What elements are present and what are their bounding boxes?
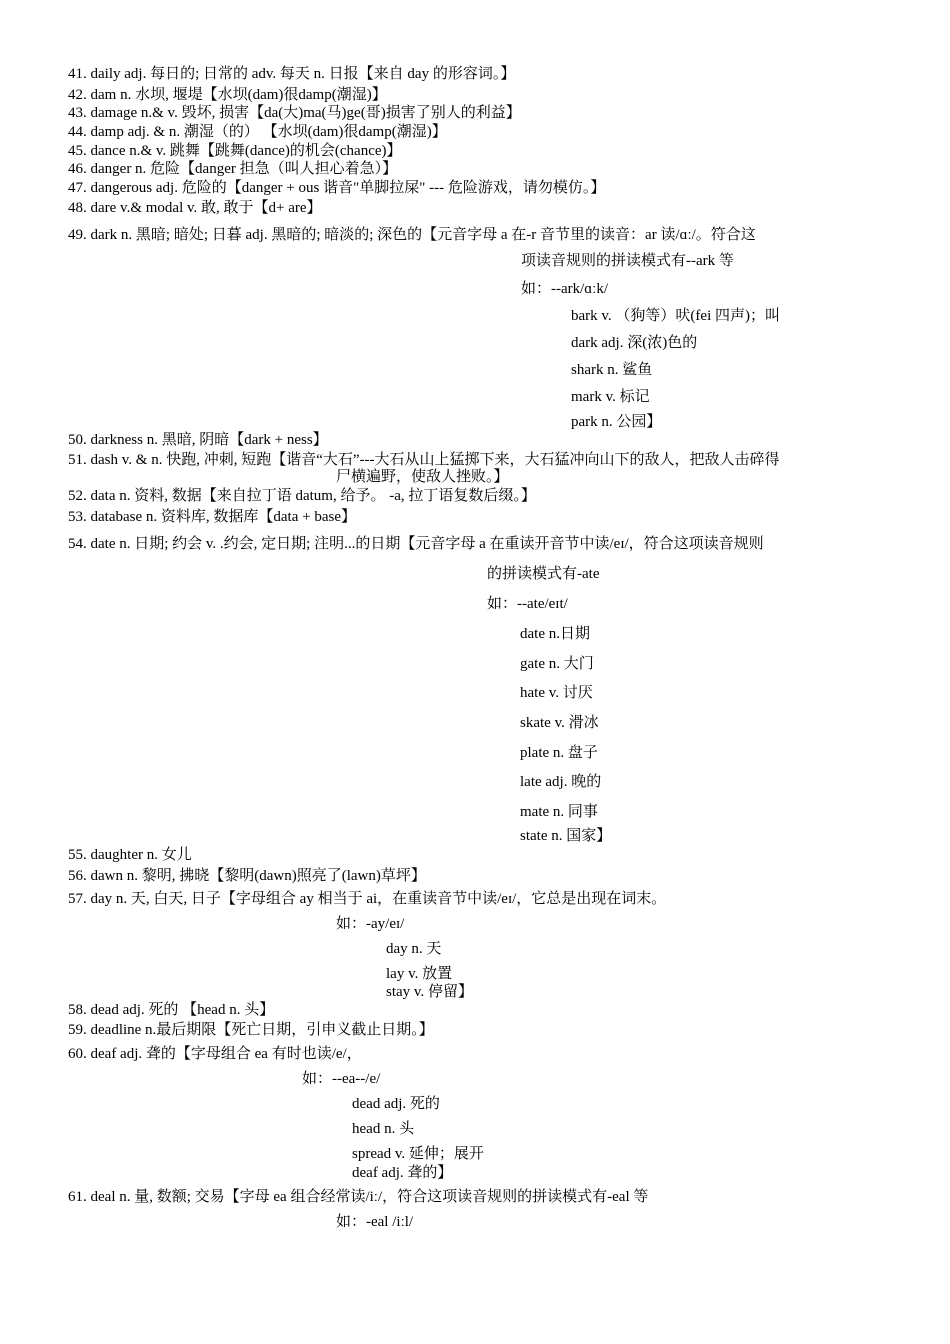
- entry-54-example-word: mate n. 同事: [520, 804, 598, 820]
- entry-51: 51. dash v. & n. 快跑, 冲刺, 短跑【谐音“大石”---大石从山上猛掷下来，大石猛冲向山下的敌人，把敌人击碎得: [68, 452, 780, 468]
- entry-45: 45. dance n.& v. 跳舞【跳舞(dance)的机会(chance)】: [68, 143, 402, 159]
- entry-49: 49. dark n. 黑暗; 暗处; 日暮 adj. 黑暗的; 暗淡的; 深色的【元音字母 a 在-r 音节里的读音：ar 读/ɑː/。符合这: [68, 227, 756, 243]
- entry-48: 48. dare v.& modal v. 敢, 敢于【d+ are】: [68, 200, 322, 216]
- entry-52: 52. data n. 资料, 数据【来自拉丁语 datum, 给予。 -a, 拉丁语复数后缀。】: [68, 488, 536, 504]
- entry-46: 46. danger n. 危险【danger 担急（叫人担心着急）】: [68, 161, 398, 177]
- entry-54-example-label: 如：--ate/eɪt/: [487, 596, 568, 612]
- entry-54-example-word: plate n. 盘子: [520, 745, 598, 761]
- entry-42: 42. dam n. 水坝, 堰堤【水坝(dam)很damp(潮湿)】: [68, 87, 387, 103]
- entry-57: 57. day n. 天, 白天, 日子【字母组合 ay 相当于 ai，在重读音节中读/eɪ/，它总是出现在词末。: [68, 891, 667, 907]
- entry-60-example-word: spread v. 延伸；展开: [352, 1146, 484, 1162]
- entry-57-example-label: 如：-ay/eɪ/: [336, 916, 405, 932]
- entry-60: 60. deaf adj. 聋的【字母组合 ea 有时也读/e/，: [68, 1046, 362, 1062]
- entry-49-example-word: bark v. （狗等）吠(fei 四声)；叫: [571, 308, 780, 324]
- entry-57-example-word: day n. 天: [386, 941, 442, 957]
- entry-61: 61. deal n. 量, 数额; 交易【字母 ea 组合经常读/iː/，符合这项读音规则的拼读模式有-eal 等: [68, 1189, 649, 1205]
- entry-54-example-word: gate n. 大门: [520, 656, 594, 672]
- entry-54-example-word: hate v. 讨厌: [520, 685, 593, 701]
- entry-58: 58. dead adj. 死的 【head n. 头】: [68, 1002, 275, 1018]
- entry-49-example-label: 如：--ark/ɑːk/: [521, 281, 608, 297]
- entry-60-example-label: 如：--ea--/e/: [302, 1071, 381, 1087]
- entry-53: 53. database n. 资料库, 数据库【data + base】: [68, 509, 356, 525]
- entry-57-example-word: stay v. 停留】: [386, 984, 473, 1000]
- entry-49-example-word: mark v. 标记: [571, 389, 650, 405]
- entry-54-example-word: date n.日期: [520, 626, 590, 642]
- entry-49-example-word: shark n. 鲨鱼: [571, 362, 653, 378]
- entry-49-rule: 项读音规则的拼读模式有--ark 等: [521, 253, 734, 269]
- entry-51-continued: 尸横遍野，使敌人挫败。】: [336, 469, 509, 485]
- entry-54-example-word: skate v. 滑冰: [520, 715, 599, 731]
- entry-49-example-word: dark adj. 深(浓)色的: [571, 335, 698, 351]
- entry-49-example-word: park n. 公园】: [571, 414, 662, 430]
- entry-55: 55. daughter n. 女儿: [68, 847, 192, 863]
- entry-59: 59. deadline n.最后期限【死亡日期，引申义截止日期。】: [68, 1022, 434, 1038]
- entry-43: 43. damage n.& v. 毁坏, 损害【da(大)ma(马)ge(哥)损害了别人的利益】: [68, 105, 521, 121]
- entry-60-example-word: head n. 头: [352, 1121, 415, 1137]
- entry-61-example-label: 如：-eal /iːl/: [336, 1214, 414, 1230]
- entry-54-rule: 的拼读模式有-ate: [487, 566, 600, 582]
- entry-54: 54. date n. 日期; 约会 v. .约会, 定日期; 注明...的日期【元音字母 a 在重读开音节中读/eɪ/，符合这项读音规则: [68, 536, 764, 552]
- entry-44: 44. damp adj. & n. 潮湿（的） 【水坝(dam)很damp(潮湿)】: [68, 124, 447, 140]
- entry-57-example-word: lay v. 放置: [386, 966, 453, 982]
- entry-60-example-word: dead adj. 死的: [352, 1096, 440, 1112]
- entry-54-example-word: late adj. 晚的: [520, 774, 602, 790]
- entry-60-example-word: deaf adj. 聋的】: [352, 1165, 453, 1181]
- entry-47: 47. dangerous adj. 危险的【danger + ous 谐音"单脚拉屎" --- 危险游戏，请勿模仿。】: [68, 180, 606, 196]
- entry-56: 56. dawn n. 黎明, 拂晓【黎明(dawn)照亮了(lawn)草坪】: [68, 868, 426, 884]
- entry-41: 41. daily adj. 每日的; 日常的 adv. 每天 n. 日报【来自 day 的形容词。】: [68, 66, 516, 82]
- entry-50: 50. darkness n. 黑暗, 阴暗【dark + ness】: [68, 432, 328, 448]
- entry-54-example-word: state n. 国家】: [520, 828, 612, 844]
